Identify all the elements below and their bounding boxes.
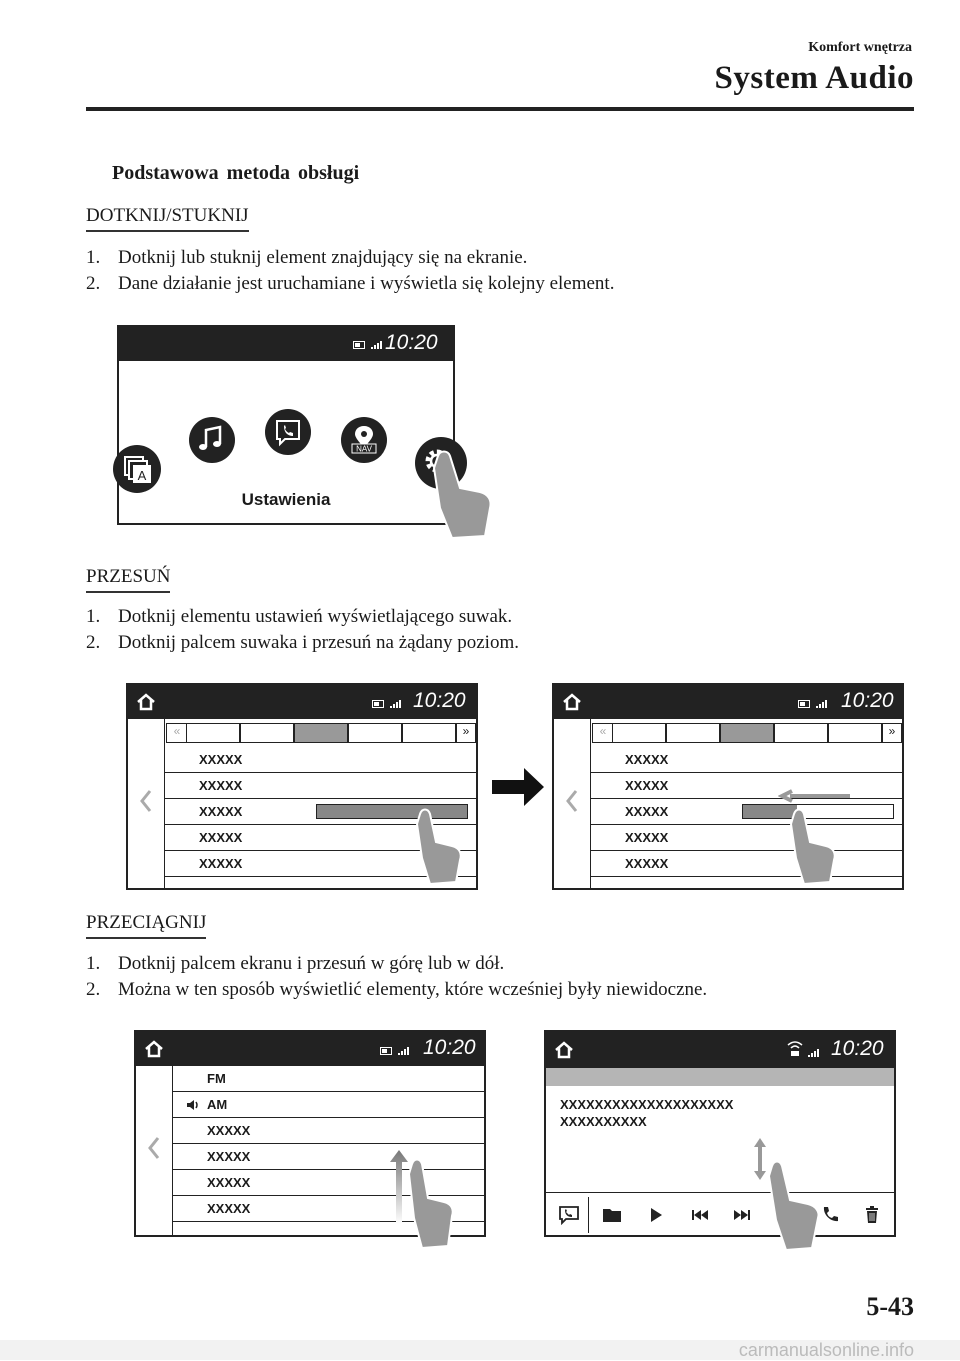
home-icon[interactable] — [136, 692, 156, 712]
status-bar — [136, 1032, 484, 1066]
finger-icon — [406, 1158, 458, 1250]
status-bar — [119, 327, 453, 361]
settings-label: Ustawienia — [241, 490, 331, 509]
right-arrow-icon — [490, 766, 546, 808]
clock: 10:20 — [423, 1036, 476, 1059]
list-item[interactable]: XXXXX — [172, 1144, 484, 1170]
list-item[interactable]: XXXXX — [164, 825, 476, 851]
signal-icon — [371, 340, 382, 349]
list-item[interactable]: XXXXX — [164, 799, 476, 825]
slide-heading: PRZESUŃ — [86, 566, 170, 593]
list-item[interactable]: XXXXX — [590, 825, 902, 851]
finger-icon — [414, 808, 466, 886]
tab[interactable] — [828, 723, 882, 743]
touch-screen — [117, 325, 455, 525]
tab[interactable] — [612, 723, 666, 743]
tab-bar — [590, 721, 902, 745]
battery-icon — [798, 700, 810, 708]
slide-step-1: 1. Dotknij elementu ustawień wyświetlającego suwak. — [86, 606, 513, 627]
status-bar — [554, 685, 902, 719]
navigation-icon[interactable] — [341, 417, 387, 463]
back-chevron-icon[interactable] — [140, 789, 152, 813]
sidebar[interactable] — [136, 1066, 173, 1235]
tab-left-arrow[interactable]: « — [166, 723, 188, 743]
header-divider — [86, 107, 914, 111]
tab[interactable] — [666, 723, 720, 743]
battery-icon — [380, 1047, 392, 1055]
finger-icon — [788, 808, 840, 886]
touch-step-1: 1. Dotknij lub stuknij element znajdujący się na ekranie. — [86, 247, 528, 268]
tab-left-arrow[interactable]: « — [592, 723, 614, 743]
list-item[interactable]: XXXXX — [172, 1170, 484, 1196]
subheading: Podstawowa metoda obsługi — [112, 162, 360, 184]
play-button[interactable] — [636, 1197, 676, 1233]
drag-heading: PRZECIĄGNIJ — [86, 912, 206, 939]
left-arrow-icon — [778, 789, 852, 803]
sidebar[interactable] — [554, 719, 591, 888]
tab[interactable] — [774, 723, 828, 743]
tab-bar — [164, 721, 476, 745]
folder-button[interactable] — [592, 1197, 632, 1233]
tab[interactable] — [186, 723, 240, 743]
tab[interactable] — [240, 723, 294, 743]
signal-icon — [390, 699, 401, 708]
next-button[interactable] — [722, 1197, 762, 1233]
touch-step-2: 2. Dane działanie jest uruchamiane i wyświetla się kolejny element. — [86, 273, 615, 294]
touch-heading: DOTKNIJ/STUKNIJ — [86, 205, 249, 232]
clock: 10:20 — [413, 689, 466, 712]
status-bar — [128, 685, 476, 719]
list-item[interactable]: FM — [172, 1066, 484, 1092]
home-icon[interactable] — [554, 1040, 574, 1060]
slide-step-2: 2. Dotknij palcem suwaka i przesuń na żądany poziom. — [86, 632, 519, 653]
call-log-icon — [558, 1205, 580, 1225]
home-icon[interactable] — [144, 1039, 164, 1059]
next-icon — [733, 1209, 751, 1221]
list-item[interactable]: XXXXX — [590, 851, 902, 877]
message-text: XXXXXXXXXXXXXXXXXXXX XXXXXXXXXX — [560, 1097, 734, 1129]
signal-icon — [398, 1046, 409, 1055]
folder-icon — [602, 1207, 622, 1223]
finger-icon — [766, 1160, 826, 1252]
svg-text:A: A — [137, 468, 147, 483]
wifi-icon — [786, 1038, 804, 1058]
list-item[interactable]: XXXXX — [164, 851, 476, 877]
signal-icon — [808, 1048, 819, 1057]
status-bar — [546, 1032, 894, 1068]
page-title: System Audio — [714, 60, 914, 96]
sidebar[interactable] — [128, 719, 165, 888]
page-number: 5-43 — [866, 1292, 914, 1321]
battery-icon — [372, 700, 384, 708]
drag-message-screen — [544, 1030, 896, 1237]
list-item[interactable]: XXXXX — [172, 1196, 484, 1222]
tab[interactable] — [348, 723, 402, 743]
play-icon — [649, 1207, 663, 1223]
list-item[interactable]: XXXXX — [590, 773, 902, 799]
list-item[interactable]: AM — [172, 1092, 484, 1118]
list-item[interactable]: XXXXX — [590, 747, 902, 773]
finger-icon — [430, 448, 496, 544]
watermark-bar — [0, 1340, 960, 1360]
previous-button[interactable] — [680, 1197, 720, 1233]
svg-text:NAV: NAV — [356, 444, 372, 454]
speaker-icon — [186, 1098, 200, 1112]
back-chevron-icon[interactable] — [148, 1136, 160, 1160]
phone-icon[interactable] — [265, 409, 311, 455]
back-chevron-icon[interactable] — [566, 789, 578, 813]
signal-icon — [816, 699, 827, 708]
list-item[interactable]: XXXXX — [172, 1118, 484, 1144]
clock: 10:20 — [831, 1037, 884, 1060]
tab[interactable] — [402, 723, 456, 743]
drag-step-2: 2. Można w ten sposób wyświetlić elementy, które wcześniej były niewidoczne. — [86, 979, 708, 1000]
drag-step-1: 1. Dotknij palcem ekranu i przesuń w górę lub w dół. — [86, 953, 505, 974]
list-item[interactable]: XXXXX — [164, 747, 476, 773]
trash-icon — [865, 1206, 879, 1224]
music-icon[interactable] — [189, 417, 235, 463]
delete-button[interactable] — [852, 1197, 892, 1233]
header-strip — [546, 1068, 894, 1086]
tab-right-arrow[interactable]: » — [882, 723, 902, 743]
call-log-button[interactable] — [550, 1197, 589, 1233]
tab-selected[interactable] — [294, 723, 348, 743]
battery-icon — [353, 341, 365, 349]
home-icon[interactable] — [562, 692, 582, 712]
clock: 10:20 — [841, 689, 894, 712]
tab-selected[interactable] — [720, 723, 774, 743]
previous-icon — [691, 1209, 709, 1221]
list-item[interactable]: XXXXX — [590, 799, 902, 825]
slide-screen-after — [552, 683, 904, 890]
section-label: Komfort wnętrza — [808, 40, 912, 55]
toolbar — [546, 1192, 894, 1235]
clock: 10:20 — [385, 331, 438, 354]
apps-icon[interactable] — [113, 445, 161, 493]
watermark: carmanualsonline.info — [738, 1340, 914, 1360]
list-item[interactable]: XXXXX — [164, 773, 476, 799]
tab-right-arrow[interactable]: » — [456, 723, 476, 743]
